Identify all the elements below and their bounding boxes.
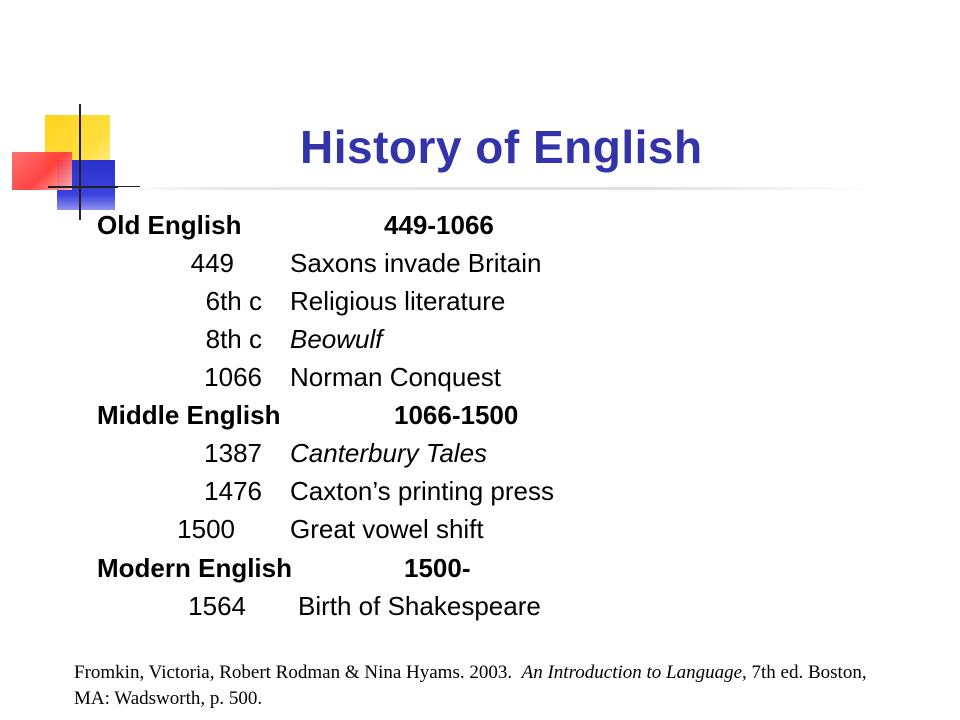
era-name: Modern English <box>97 553 292 583</box>
entry-event: Birth of Shakespeare <box>298 591 541 621</box>
era-name: Middle English <box>97 400 281 430</box>
entry-year: 449 <box>190 248 234 278</box>
entry-event: Canterbury Tales <box>290 438 488 468</box>
era-name: Old English <box>97 210 242 240</box>
slide-title: History of English <box>300 121 703 173</box>
citation <box>74 660 874 712</box>
era-range: 1500- <box>404 553 471 583</box>
entry-event: Norman Conquest <box>290 362 501 392</box>
entry-year: 1387 <box>204 438 262 468</box>
citation-publication: , 7th ed. Boston, MA: Wadsworth, p. 500. <box>74 662 867 709</box>
entry-event: Religious literature <box>290 286 506 316</box>
entry-event: Caxton’s printing press <box>290 476 554 506</box>
entry-year: 1564 <box>188 591 246 621</box>
citation-book-title: An Introduction to Language <box>521 662 743 683</box>
entry-year: 1500 <box>177 514 235 544</box>
entry-year: 1476 <box>204 476 262 506</box>
era-range: 449-1066 <box>384 210 494 240</box>
entry-event: Beowulf <box>290 324 383 354</box>
logo-vertical-line <box>79 104 81 220</box>
citation-authors: Fromkin, Victoria, Robert Rodman & Nina Hyams. 2003. <box>74 662 513 683</box>
entry-year: 6th c <box>205 286 262 316</box>
logo-red-square <box>12 152 72 190</box>
entry-event: Great vowel shift <box>290 514 484 544</box>
title-rule <box>118 187 878 190</box>
entry-event: Saxons invade Britain <box>290 248 542 278</box>
era-range: 1066-1500 <box>394 400 519 430</box>
entry-year: 1066 <box>204 362 262 392</box>
entry-year: 8th c <box>205 324 262 354</box>
